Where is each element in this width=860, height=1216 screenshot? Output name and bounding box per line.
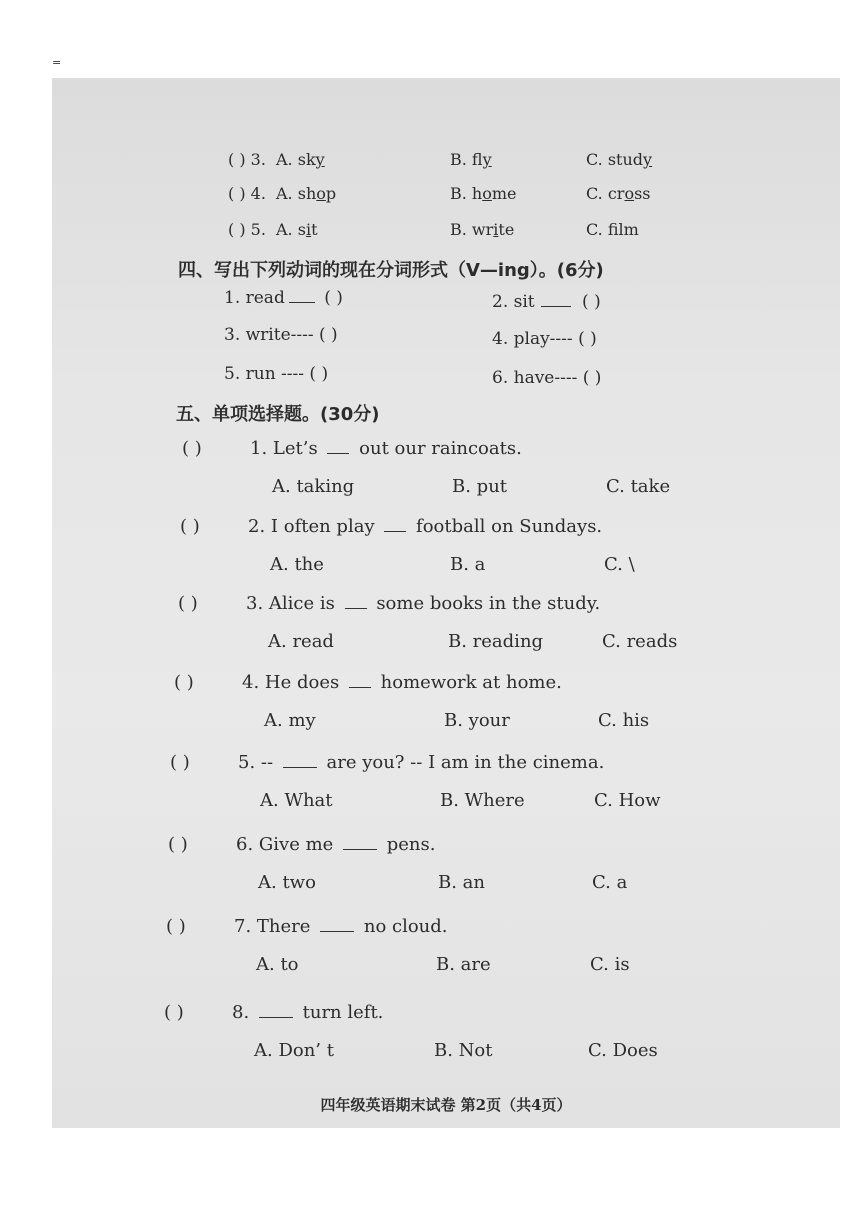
option-a: A. What [260,790,333,811]
phonics-number: ( ) 4. [228,184,266,203]
question-stem: 5. -- are you? -- I am in the cinema. [238,752,605,773]
option-b: B. an [438,872,485,893]
phonics-option-b: B. fly [450,150,492,169]
underlined-letter: y [643,150,653,169]
option-c: C. a [592,872,628,893]
answer-blank [283,766,317,768]
underlined-letter: o [624,184,635,203]
phonics-option-a: A. sit [276,220,318,239]
section-4-title: 四、写出下列动词的现在分词形式（V—ing）。(6分) [178,260,604,281]
underlined-letter: o [316,184,326,203]
phonics-option-c: C. flm [586,220,639,239]
answer-blank [541,305,571,307]
answer-blank [349,686,371,688]
answer-blank [320,930,354,932]
phonics-option-c: C. cross [586,184,651,203]
question-stem: 4. He does homework at home. [242,672,562,693]
option-b: B. are [436,954,491,975]
answer-paren: ( ) [178,593,198,614]
option-b: B. Where [440,790,525,811]
option-a: A. taking [272,476,355,497]
answer-paren: ( ) [164,1002,184,1023]
answer-paren: ( ) [166,916,186,937]
phonics-option-b: B. write [450,220,515,239]
answer-paren: ( ) [180,516,200,537]
question-stem: 2. I often play football on Sundays. [248,516,603,537]
verb-item-right: 4. play---- ( ) [492,329,597,349]
option-a: A. my [264,710,316,731]
answer-blank [259,1016,293,1018]
phonics-number: ( ) 5. [228,220,266,239]
option-b: B. a [450,554,486,575]
option-c: C. reads [602,631,678,652]
phonics-option-a: A. shop [276,184,337,203]
option-c: C. How [594,790,661,811]
answer-blank [345,607,367,609]
underlined-letter: o [482,184,492,203]
option-a: A. read [268,631,334,652]
option-b: B. Not [434,1040,493,1061]
verb-item-right: 6. have---- ( ) [492,368,602,388]
option-c: C. take [606,476,671,497]
answer-paren: ( ) [170,752,190,773]
question-stem: 6. Give me pens. [236,834,436,855]
answer-blank [384,530,406,532]
answer-paren: ( ) [174,672,194,693]
verb-item-left: 3. write---- ( ) [224,325,338,345]
verb-item-left: 1. read ( ) [224,288,343,308]
question-stem: 1. Let’s out our raincoats. [250,438,522,459]
option-c: C. Does [588,1040,658,1061]
underlined-letter: i [305,220,312,239]
option-a: A. Don’ t [254,1040,334,1061]
answer-blank [289,301,315,303]
answer-blank [327,452,349,454]
exam-page [52,78,840,1128]
underlined-letter: y [315,150,325,169]
verb-item-right: 2. sit ( ) [492,292,601,312]
verb-item-left: 5. run ---- ( ) [224,364,329,384]
corner-mark: = [52,56,62,69]
option-b: B. reading [448,631,544,652]
option-c: C. \ [604,554,635,575]
option-a: A. the [270,554,324,575]
phonics-number: ( ) 3. [228,150,266,169]
option-c: C. his [598,710,650,731]
phonics-option-c: C. study [586,150,653,169]
option-b: B. put [452,476,508,497]
question-stem: 7. There no cloud. [234,916,448,937]
phonics-option-b: B. home [450,184,517,203]
answer-paren: ( ) [168,834,188,855]
phonics-option-a: A. sky [276,150,325,169]
underlined-letter: i [493,220,499,239]
question-stem: 8. turn left. [232,1002,384,1023]
option-a: A. to [256,954,299,975]
page-footer: 四年级英语期末试卷 第2页（共4页） [320,1096,572,1114]
option-a: A. two [258,872,316,893]
answer-paren: ( ) [182,438,202,459]
question-stem: 3. Alice is some books in the study. [246,593,601,614]
option-c: C. is [590,954,630,975]
underlined-letter: y [482,150,492,169]
answer-blank [343,848,377,850]
section-5-title: 五、单项选择题。(30分) [176,404,380,425]
option-b: B. your [444,710,510,731]
